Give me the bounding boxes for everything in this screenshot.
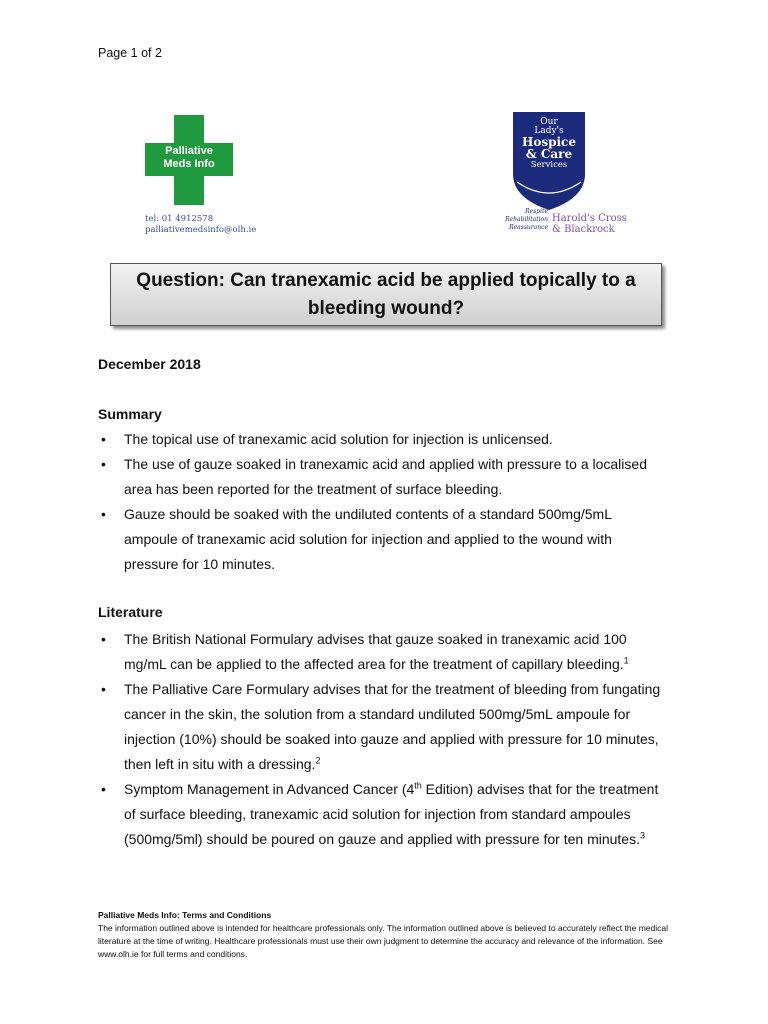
location-blackrock: & Blackrock: [552, 224, 615, 235]
literature-heading: Literature: [98, 604, 163, 620]
list-item: [98, 627, 668, 677]
literature-text-3-pre: Symptom Management in Advanced Cancer (4: [124, 781, 415, 797]
reference-1: 1: [623, 655, 629, 666]
hospice-logo-text: [513, 118, 585, 170]
literature-list: [98, 627, 668, 852]
contact-tel: tel: 01 4912578: [145, 214, 214, 224]
footer-title: Palliative Meds Info: Terms and Conditions: [98, 910, 272, 920]
hospice-line4: & Care: [525, 147, 573, 161]
list-item: • The use of gauze soaked in tranexamic acid and applied with pressure to a localised area has been reported for the treatment of surface bleeding.: [98, 452, 668, 502]
hospice-locations: [552, 213, 627, 235]
list-item: [98, 677, 668, 777]
literature-text-3-post: Edition) advises that for the treatment of surface bleeding, tranexamic acid solution for injection from standard ampoules (500mg/5ml) should be poured on gauze and applied with pressure for ten minutes.: [124, 781, 659, 847]
page-number: Page 1 of 2: [98, 46, 162, 60]
literature-text-1: The British National Formulary advises that gauze soaked in tranexamic acid 100 mg/mL can be applied to the affected area for the treatment of capillary bleeding.: [124, 631, 627, 672]
terms-footer: [98, 909, 678, 961]
hospice-tagline: [500, 208, 548, 232]
logo-left-line1: Palliative: [165, 145, 213, 157]
summary-list: [98, 427, 668, 577]
contact-email[interactable]: palliativemedsinfo@olh.ie: [145, 225, 257, 235]
logo-left-line2: Meds Info: [163, 158, 215, 170]
footer-text: The information outlined above is intended for healthcare professionals only. The information outlined above is believed to accurately reflect the medical literature at the time of writing. Healthcare professionals must use their own judgment to determine the accuracy and relevance of the information. See www.olh.ie for full terms and conditions.: [98, 923, 668, 959]
list-item: • The topical use of tranexamic acid solution for injection is unlicensed.: [98, 427, 668, 452]
location-harolds-cross: Harold's Cross: [552, 213, 627, 224]
palliative-meds-info-logo: [145, 115, 233, 205]
list-item: • Gauze should be soaked with the undiluted contents of a standard 500mg/5mL ampoule of tranexamic acid solution for injection and applied to the wound with pressure for 10 minutes.: [98, 502, 668, 577]
document-date: December 2018: [98, 356, 201, 372]
reference-2: 2: [315, 755, 321, 766]
question-box: Question: Can tranexamic acid be applied topically to a bleeding wound?: [110, 263, 662, 326]
tagline-reassurance: Reassurance: [509, 224, 548, 231]
hospice-line5: Services: [530, 160, 568, 170]
summary-heading: Summary: [98, 406, 162, 422]
hospice-line1: Our: [540, 117, 558, 127]
edition-superscript: th: [414, 780, 422, 791]
list-item: [98, 777, 668, 852]
reference-3: 3: [639, 830, 645, 841]
tagline-respite: Respite: [525, 208, 548, 215]
hospice-line2: Lady's: [534, 126, 564, 136]
hospice-line3: Hospice: [522, 135, 576, 149]
tagline-rehabilitation: Rehabilitation: [505, 216, 548, 223]
literature-text-2: The Palliative Care Formulary advises that for the treatment of bleeding from fungating cancer in the skin, the solution from a standard undiluted 500mg/5mL ampoule for injection (10%) should be soaked into gauze and applied with pressure for 10 minutes, then left in situ with a dressing.: [124, 681, 661, 772]
contact-info: [145, 214, 256, 236]
